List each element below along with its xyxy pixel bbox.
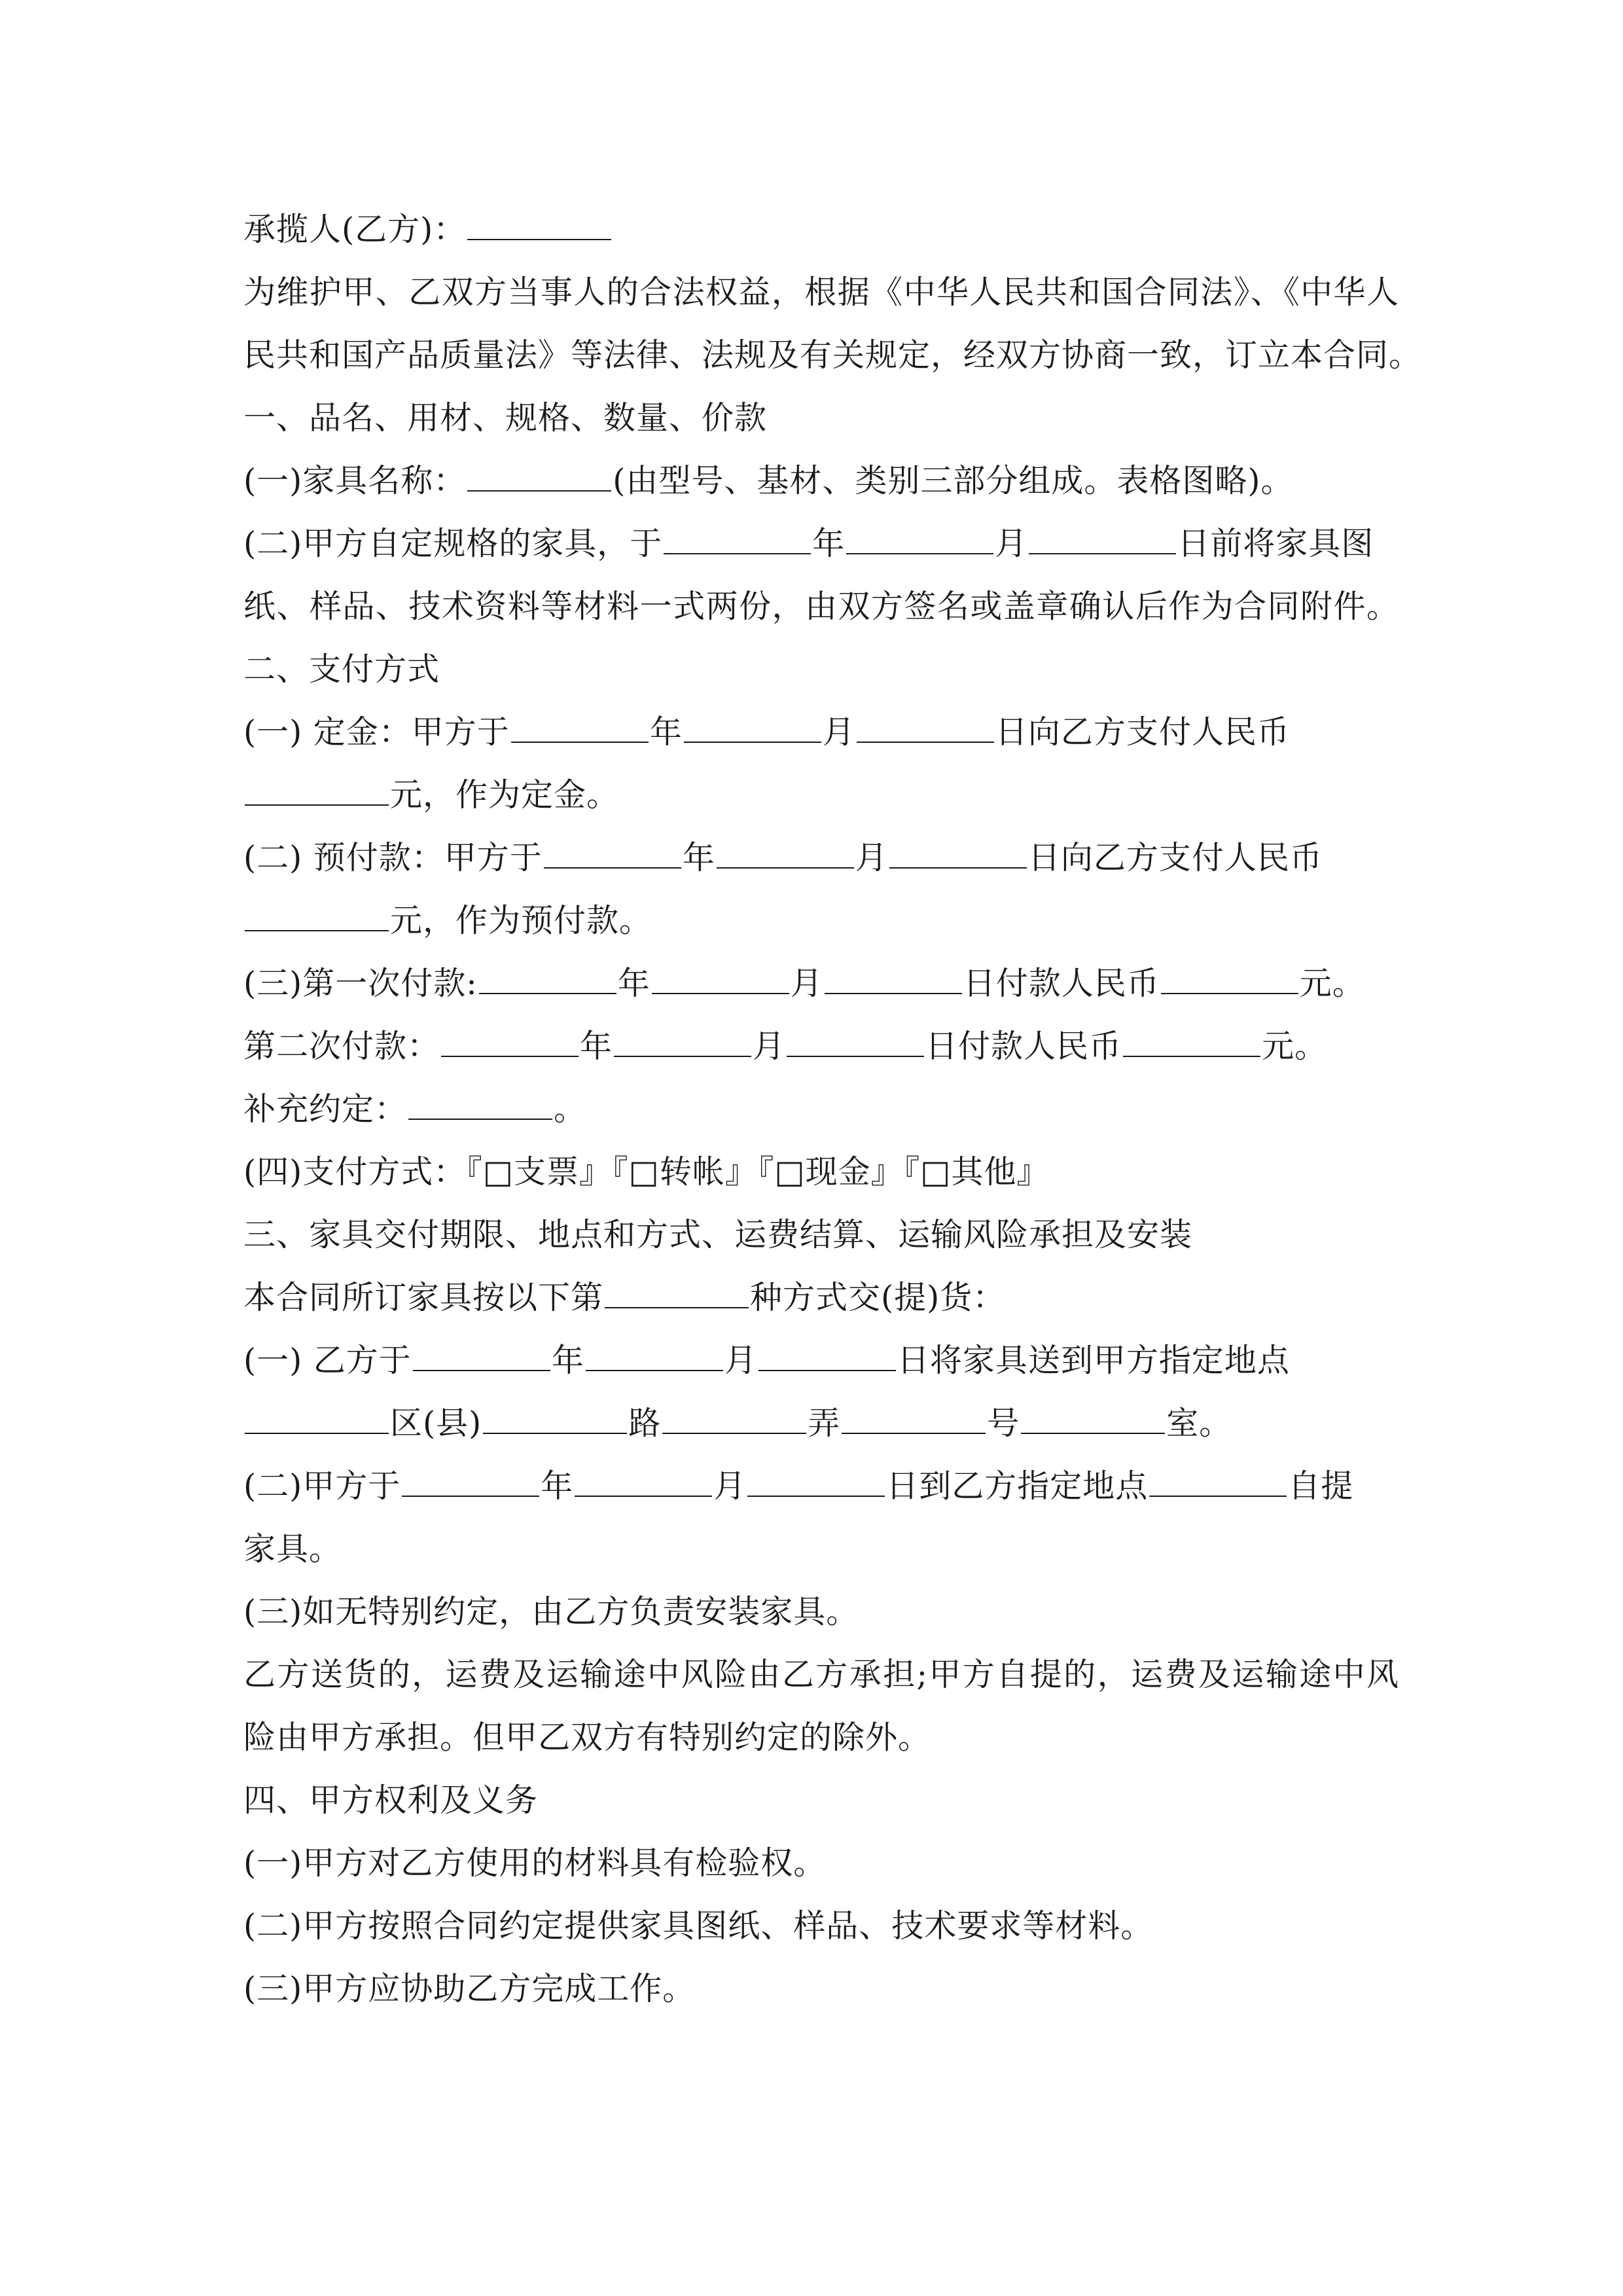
amount-blank xyxy=(1161,952,1298,994)
s2-item3-end: 元。 xyxy=(1299,965,1365,1002)
pickup-location-blank xyxy=(1149,1455,1287,1497)
year-label: 年 xyxy=(580,1028,613,1065)
s4-item2: (二)甲方按照合同约定提供家具图纸、样品、技术要求等材料。 xyxy=(243,1907,1154,1945)
lane-label: 弄 xyxy=(808,1405,841,1442)
number-blank xyxy=(842,1392,986,1434)
s3-item2-mid: 日到乙方指定地点 xyxy=(886,1467,1149,1505)
s2-item1-line2 xyxy=(243,763,1399,827)
s2-item2-line2 xyxy=(243,889,1399,953)
section-3-title: 三、家具交付期限、地点和方式、运费结算、运输风险承担及安装 xyxy=(243,1216,1193,1253)
month-blank xyxy=(684,701,821,743)
day-blank xyxy=(1029,512,1176,554)
day-blank xyxy=(758,1329,896,1371)
district-label: 区(县) xyxy=(390,1405,482,1442)
s3-para-line-2: 险由甲方承担。但甲乙双方有特别约定的除外。 xyxy=(243,1719,931,1756)
day-blank xyxy=(787,1015,924,1057)
year-blank xyxy=(544,827,681,869)
s3-para-line-1: 乙方送货的，运费及运输途中风险由乙方承担;甲方自提的，运费及运输途中风 xyxy=(243,1656,1399,1693)
month-blank xyxy=(652,952,789,994)
party-b-line xyxy=(243,198,1399,262)
method-number-blank xyxy=(605,1266,749,1308)
s2-item1-line2-text: 元，作为定金。 xyxy=(390,776,620,814)
month-label: 月 xyxy=(790,965,823,1002)
year-blank xyxy=(402,1455,539,1497)
year-label: 年 xyxy=(682,839,715,876)
day-blank xyxy=(825,952,962,994)
party-b-label: 承揽人(乙方)： xyxy=(243,211,467,248)
s3-item3: (三)如无特别约定，由乙方负责安装家具。 xyxy=(243,1593,859,1630)
s3-intro-suffix: 种方式交(提)货： xyxy=(750,1279,1006,1316)
month-label: 月 xyxy=(822,713,855,751)
number-label: 号 xyxy=(987,1405,1020,1442)
s3-item2 xyxy=(243,1454,1399,1518)
furniture-name-blank xyxy=(467,450,611,492)
section-2-title: 二、支付方式 xyxy=(243,651,440,688)
intro-line-2: 民共和国产品质量法》等法律、法规及有关规定，经双方协商一致，订立本合同。 xyxy=(243,336,1422,374)
section-1-title: 一、品名、用材、规格、数量、价款 xyxy=(243,399,768,437)
s2-item2-prefix: (二) 预付款：甲方于 xyxy=(243,839,543,876)
district-blank xyxy=(245,1392,389,1434)
month-label: 月 xyxy=(724,1342,757,1379)
amount-blank xyxy=(1123,1015,1260,1057)
s2-item3-prefix: (三)第一次付款: xyxy=(243,965,478,1002)
room-label: 室。 xyxy=(1166,1405,1232,1442)
s2-item1-prefix: (一) 定金：甲方于 xyxy=(243,713,510,751)
s2-item2 xyxy=(243,826,1399,890)
s1-item2 xyxy=(243,512,1399,576)
s3-item1-prefix: (一) 乙方于 xyxy=(243,1342,412,1379)
month-blank xyxy=(586,1329,723,1371)
year-blank xyxy=(413,1329,550,1371)
lane-blank xyxy=(662,1392,806,1434)
s3-intro xyxy=(243,1266,1399,1330)
s2-item1 xyxy=(243,700,1399,764)
year-label: 年 xyxy=(649,713,683,751)
s2-supplement xyxy=(243,1077,1399,1141)
s1-item1-prefix: (一)家具名称： xyxy=(243,462,467,499)
year-label: 年 xyxy=(617,965,651,1002)
s3-item2-prefix: (二)甲方于 xyxy=(243,1467,401,1505)
s2-second-day-text: 日付款人民币 xyxy=(925,1028,1122,1065)
year-blank xyxy=(664,512,811,554)
month-blank xyxy=(614,1015,751,1057)
s3-item2-suffix: 自提 xyxy=(1288,1467,1354,1505)
s2-item3-day-text: 日付款人民币 xyxy=(963,965,1160,1002)
s1-item2-line2: 纸、样品、技术资料等材料一式两份，由双方签名或盖章确认后作为合同附件。 xyxy=(243,588,1399,625)
road-label: 路 xyxy=(628,1405,662,1442)
s2-second-payment xyxy=(243,1014,1399,1079)
amount-blank xyxy=(245,889,389,931)
year-label: 年 xyxy=(541,1467,574,1505)
year-blank xyxy=(511,701,649,743)
road-blank xyxy=(483,1392,627,1434)
s1-item1-suffix: (由型号、基材、类别三部分组成。表格图略)。 xyxy=(613,462,1294,499)
intro-line-1: 为维护甲、乙双方当事人的合法权益，根据《中华人民共和国合同法》、《中华人 xyxy=(243,274,1399,311)
section-4-title: 四、甲方权利及义务 xyxy=(243,1782,539,1819)
month-blank xyxy=(717,827,854,869)
month-label: 月 xyxy=(713,1467,747,1505)
s2-second-end: 元。 xyxy=(1262,1028,1328,1065)
party-b-blank xyxy=(467,198,611,240)
room-blank xyxy=(1021,1392,1165,1434)
day-blank xyxy=(889,827,1027,869)
s4-item1: (一)甲方对乙方使用的材料具有检验权。 xyxy=(243,1844,827,1882)
s3-item1-suffix: 日将家具送到甲方指定地点 xyxy=(897,1342,1290,1379)
s3-item1-address xyxy=(243,1391,1399,1456)
month-label: 月 xyxy=(995,525,1028,562)
s3-item2-line2: 家具。 xyxy=(243,1530,342,1568)
day-blank xyxy=(747,1455,885,1497)
month-blank xyxy=(575,1455,712,1497)
s3-item1 xyxy=(243,1329,1399,1393)
month-label: 月 xyxy=(855,839,888,876)
s3-intro-prefix: 本合同所订家具按以下第 xyxy=(243,1279,604,1316)
month-label: 月 xyxy=(753,1028,786,1065)
s2-item2-suffix: 日向乙方支付人民币 xyxy=(1027,839,1323,876)
day-blank xyxy=(857,701,994,743)
year-label: 年 xyxy=(812,525,846,562)
s2-supplement-prefix: 补充约定： xyxy=(243,1090,408,1128)
s2-item1-suffix: 日向乙方支付人民币 xyxy=(995,713,1290,751)
s4-item3: (三)甲方应协助乙方完成工作。 xyxy=(243,1970,696,2007)
s2-supplement-end: 。 xyxy=(554,1090,587,1128)
supplement-blank xyxy=(408,1078,552,1120)
s2-item4-payment-method: (四)支付方式：『□支票』『□转帐』『□现金』『□其他』 xyxy=(243,1153,1050,1191)
s2-item2-line2-text: 元，作为预付款。 xyxy=(390,902,652,939)
amount-blank xyxy=(245,764,389,806)
s1-item2-prefix: (二)甲方自定规格的家具，于 xyxy=(243,525,663,562)
s2-second-prefix: 第二次付款： xyxy=(243,1028,440,1065)
s1-item1 xyxy=(243,449,1399,513)
s2-item3 xyxy=(243,952,1399,1016)
year-blank xyxy=(441,1015,579,1057)
year-blank xyxy=(479,952,616,994)
year-label: 年 xyxy=(551,1342,584,1379)
month-blank xyxy=(846,512,993,554)
s1-item2-suffix: 日前将家具图 xyxy=(1177,525,1374,562)
